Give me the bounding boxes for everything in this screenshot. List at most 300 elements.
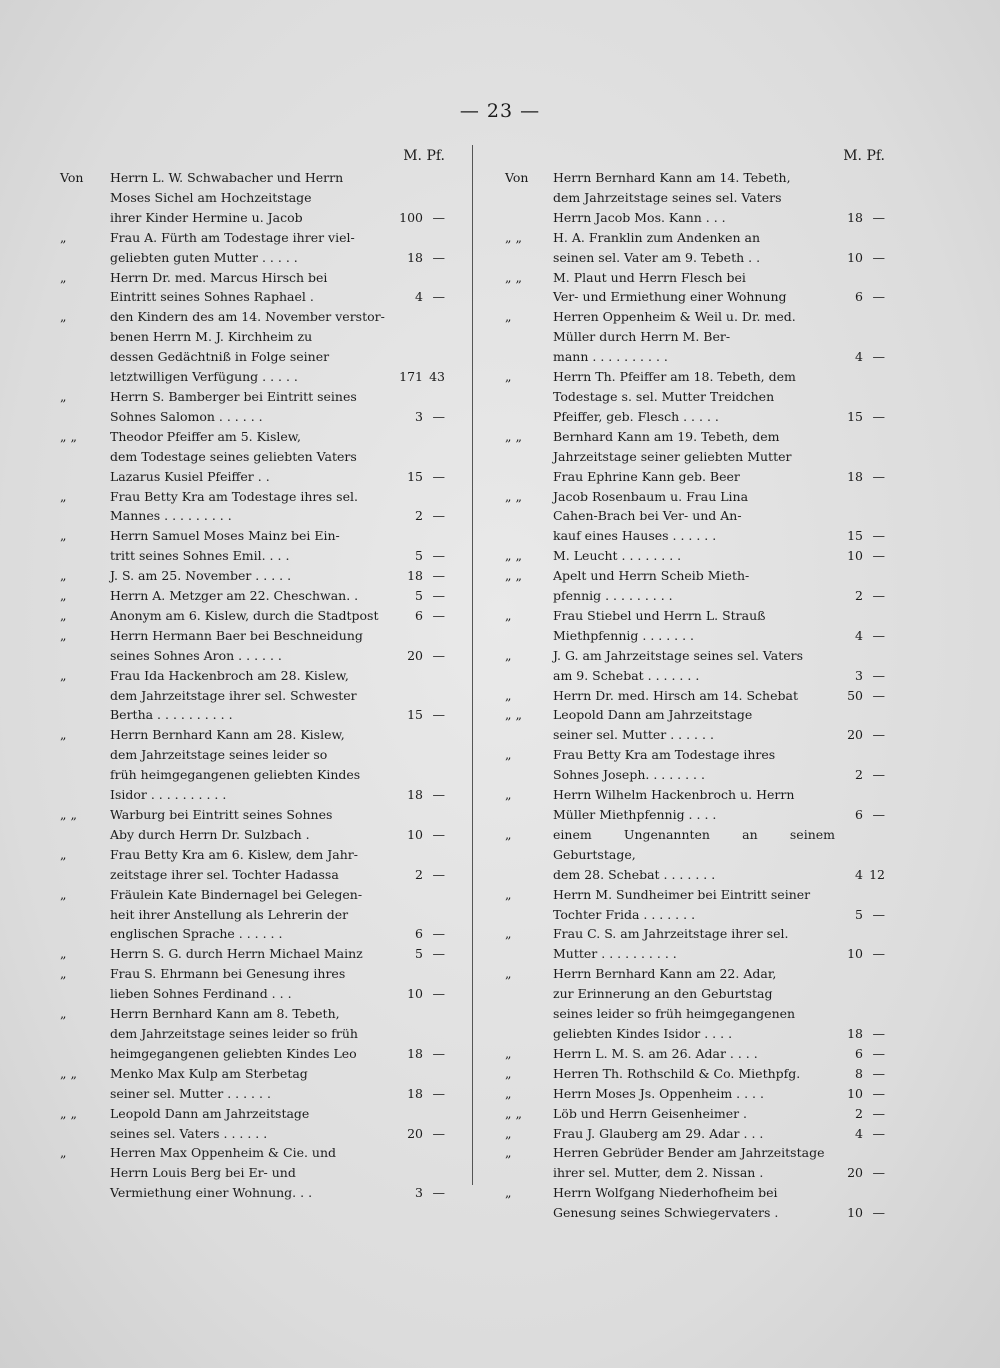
amount-mark: 5: [855, 906, 863, 922]
line-text: Herrn Bernhard Kann am 14. Tebeth,: [553, 170, 791, 185]
amount-pfennig: 43: [429, 369, 445, 385]
line-text: Herren Gebrüder Bender am Jahrzeitstage: [553, 1145, 825, 1161]
donation-line: [60, 387, 445, 407]
line-prefix: „ „: [505, 568, 522, 584]
donation-line: [60, 546, 445, 566]
donation-line: [505, 1004, 885, 1024]
line-text: pfennig . . . . . . . . .: [553, 588, 673, 604]
line-text: Mannes . . . . . . . . .: [110, 508, 232, 524]
line-text: Leopold Dann am Jahrzeitstage: [553, 707, 753, 723]
line-text: dem Jahrzeitstage seines sel. Vaters: [553, 189, 782, 205]
amount-mark: 100: [399, 209, 423, 225]
amount-pfennig: —: [432, 588, 445, 604]
donation-line: [505, 526, 885, 546]
line-prefix: „: [60, 846, 67, 862]
line-text: Sohnes Salomon . . . . . .: [110, 408, 263, 424]
donation-line: [60, 586, 445, 606]
amount-pfennig: —: [432, 866, 445, 882]
amount-pfennig: —: [432, 826, 445, 842]
line-prefix: „: [60, 1145, 67, 1161]
line-text: letztwilligen Verfügung . . . . .: [110, 369, 298, 385]
amount-mark: 18: [847, 468, 863, 484]
donation-line: [60, 905, 445, 925]
left-entries: [60, 168, 445, 1203]
column-divider: [472, 145, 473, 1185]
line-text: Frau Stiebel und Herrn L. Strauß: [553, 607, 766, 623]
line-text: Herrn Jacob Mos. Kann . . .: [553, 209, 726, 225]
donation-line: [505, 287, 885, 307]
amount-mark: 18: [407, 1085, 423, 1101]
line-prefix: „ „: [60, 1065, 77, 1081]
amount-pfennig: —: [872, 727, 885, 743]
left-column-header: [60, 148, 445, 168]
line-text: Vermiethung einer Wohnung. . .: [110, 1185, 313, 1201]
line-prefix: „ „: [505, 269, 522, 285]
line-prefix: „: [60, 886, 67, 902]
line-text: Tochter Frida . . . . . . .: [553, 906, 696, 922]
amount-pfennig: —: [872, 249, 885, 265]
line-text: Genesung seines Schwiegervaters .: [553, 1205, 779, 1221]
line-text: Müller durch Herrn M. Ber-: [553, 329, 731, 345]
donation-line: [60, 1183, 445, 1203]
amount-pfennig: —: [872, 1025, 885, 1041]
amount-mark: 3: [415, 1185, 423, 1201]
amount-pfennig: —: [872, 946, 885, 962]
amount-mark: 15: [847, 408, 863, 424]
donation-line: [60, 566, 445, 586]
amount-mark: 15: [407, 707, 423, 723]
line-text: Frau C. S. am Jahrzeitstage ihrer sel.: [553, 926, 789, 942]
line-text: Bertha . . . . . . . . . .: [110, 707, 233, 723]
line-text: Frau J. Glauberg am 29. Adar . . .: [553, 1125, 764, 1141]
amount-mark: 2: [855, 767, 863, 783]
line-text: Herren Oppenheim & Weil u. Dr. med.: [553, 309, 796, 325]
line-text: einem Ungenannten an seinem Geburtstage,: [553, 826, 835, 862]
amount-pfennig: —: [872, 289, 885, 305]
line-text: zeitstage ihrer sel. Tochter Hadassa: [110, 866, 339, 882]
line-text: Lazarus Kusiel Pfeiffer . .: [110, 468, 270, 484]
donation-line: [60, 1143, 445, 1163]
line-text: ihrer Kinder Hermine u. Jacob: [110, 209, 303, 225]
donation-line: [60, 248, 445, 268]
line-prefix: „: [505, 886, 512, 902]
line-text: Herren Th. Rothschild & Co. Miethpfg.: [553, 1065, 801, 1081]
donation-line: [505, 1203, 885, 1223]
amount-mark: 10: [407, 986, 423, 1002]
line-text: Apelt und Herrn Scheib Mieth-: [553, 568, 750, 584]
amount-pfennig: —: [432, 707, 445, 723]
donation-line: [505, 1104, 885, 1124]
line-text: Herrn L. W. Schwabacher und Herrn: [110, 170, 344, 185]
amount-mark: 15: [407, 468, 423, 484]
line-text: seiner sel. Mutter . . . . . .: [110, 1085, 271, 1101]
donation-line: [60, 885, 445, 905]
amount-mark: 6: [415, 607, 423, 623]
donation-line: [60, 367, 445, 387]
line-prefix: Von: [60, 170, 84, 185]
line-prefix: „ „: [505, 428, 522, 444]
line-text: Herrn Wilhelm Hackenbroch u. Herrn: [553, 787, 795, 803]
line-prefix: „: [60, 588, 67, 604]
amount-pfennig: —: [432, 607, 445, 623]
line-text: dem Jahrzeitstage seines leider so: [110, 747, 328, 763]
amount-mark: 18: [407, 787, 423, 803]
amount-mark: 4: [415, 289, 423, 305]
donation-line: [60, 1024, 445, 1044]
donation-line: [505, 705, 885, 725]
amount-mark: 18: [847, 1025, 863, 1041]
line-prefix: „: [60, 966, 67, 982]
left-column: [60, 148, 445, 1203]
line-text: Herrn Bernhard Kann am 8. Tebeth,: [110, 1006, 340, 1022]
donation-line: [505, 188, 885, 208]
amount-pfennig: —: [432, 946, 445, 962]
amount-mark: 18: [847, 209, 863, 225]
amount-pfennig: —: [432, 1085, 445, 1101]
amount-mark: 5: [415, 548, 423, 564]
donation-line: [505, 825, 885, 865]
amount-pfennig: —: [872, 468, 885, 484]
line-prefix: „: [60, 667, 67, 683]
line-text: den Kindern des am 14. November verstor-: [110, 309, 385, 325]
donation-line: [60, 347, 445, 367]
right-column-header: [505, 148, 885, 168]
amount-pfennig: —: [432, 1125, 445, 1141]
donation-line: [505, 1124, 885, 1144]
line-text: seinen sel. Vater am 9. Tebeth . .: [553, 249, 761, 265]
donation-line: [60, 268, 445, 288]
amount-pfennig: —: [872, 667, 885, 683]
amount-pfennig: —: [872, 1165, 885, 1181]
donation-line: [505, 327, 885, 347]
amount-pfennig: —: [872, 588, 885, 604]
line-prefix: „: [505, 826, 512, 842]
donation-line: [505, 367, 885, 387]
amount-mark: 4: [855, 1125, 863, 1141]
currency-header: M. Pf.: [403, 148, 445, 164]
donation-line: [60, 447, 445, 467]
donation-line: [60, 984, 445, 1004]
line-text: Warburg bei Eintritt seines Sohnes: [110, 807, 333, 822]
line-prefix: „: [60, 488, 67, 504]
donation-line: [505, 626, 885, 646]
amount-mark: 20: [407, 647, 423, 663]
amount-pfennig: —: [432, 249, 445, 265]
amount-mark: 6: [855, 1045, 863, 1061]
donation-line: [60, 725, 445, 745]
line-prefix: „: [505, 787, 512, 803]
donation-line: [60, 785, 445, 805]
amount-pfennig: —: [432, 647, 445, 663]
line-text: dem Jahrzeitstage seines leider so früh: [110, 1025, 358, 1041]
line-text: Mutter . . . . . . . . . .: [553, 946, 677, 962]
donation-line: [60, 606, 445, 626]
line-text: J. G. am Jahrzeitstage seines sel. Vaters: [553, 647, 804, 663]
line-text: Frau S. Ehrmann bei Genesung ihres: [110, 966, 346, 982]
donation-line: [505, 387, 885, 407]
donation-line: [60, 307, 445, 327]
amount-mark: 6: [855, 807, 863, 822]
amount-mark: 4: [855, 627, 863, 643]
line-text: Ver- und Ermiethung einer Wohnung: [553, 289, 787, 305]
amount-mark: 10: [847, 946, 863, 962]
line-text: Löb und Herrn Geisenheimer .: [553, 1105, 748, 1121]
donation-line: [505, 805, 885, 825]
donation-line: [505, 487, 885, 507]
amount-pfennig: —: [872, 548, 885, 564]
line-text: seines Sohnes Aron . . . . . .: [110, 647, 282, 663]
donation-line: [60, 845, 445, 865]
line-prefix: „: [505, 1125, 512, 1141]
amount-pfennig: —: [872, 528, 885, 544]
donation-line: [505, 964, 885, 984]
line-prefix: „: [60, 528, 67, 544]
currency-header: M. Pf.: [843, 148, 885, 164]
amount-pfennig: —: [432, 468, 445, 484]
line-prefix: „: [60, 607, 67, 623]
amount-mark: 18: [407, 1045, 423, 1061]
donation-line: [60, 526, 445, 546]
line-prefix: „ „: [505, 488, 522, 504]
donation-line: [60, 1163, 445, 1183]
line-text: Herrn S. Bamberger bei Eintritt seines: [110, 388, 357, 404]
line-text: dem 28. Schebat . . . . . . .: [553, 866, 716, 882]
amount-pfennig: —: [872, 1105, 885, 1121]
line-text: Jahrzeitstage seiner geliebten Mutter: [553, 448, 792, 464]
donation-line: [60, 686, 445, 706]
donation-line: [505, 984, 885, 1004]
amount-mark: 10: [407, 826, 423, 842]
donation-line: [60, 467, 445, 487]
line-text: seines sel. Vaters . . . . . .: [110, 1125, 268, 1141]
line-prefix: „: [60, 727, 67, 743]
amount-mark: 20: [407, 1125, 423, 1141]
amount-mark: 3: [855, 667, 863, 683]
line-prefix: „: [60, 946, 67, 962]
line-text: Herrn L. M. S. am 26. Adar . . . .: [553, 1045, 758, 1061]
amount-pfennig: —: [872, 209, 885, 225]
amount-pfennig: —: [432, 289, 445, 305]
line-text: lieben Sohnes Ferdinand . . .: [110, 986, 292, 1002]
amount-pfennig: —: [432, 1185, 445, 1201]
donation-line: [505, 666, 885, 686]
line-prefix: „: [505, 369, 512, 385]
line-prefix: „: [60, 309, 67, 325]
donation-line: [505, 1183, 885, 1203]
donation-line: [60, 944, 445, 964]
donation-line: [60, 407, 445, 427]
line-prefix: „: [505, 1185, 512, 1201]
line-text: dem Jahrzeitstage ihrer sel. Schwester: [110, 687, 357, 703]
line-text: Aby durch Herrn Dr. Sulzbach .: [110, 826, 310, 842]
amount-mark: 6: [415, 926, 423, 942]
line-prefix: „: [60, 568, 67, 584]
amount-pfennig: —: [872, 349, 885, 365]
donation-line: [505, 566, 885, 586]
line-text: Miethpfennig . . . . . . .: [553, 627, 695, 643]
donation-line: [60, 506, 445, 526]
donation-line: [60, 1064, 445, 1084]
amount-mark: 10: [847, 249, 863, 265]
line-prefix: „: [505, 607, 512, 623]
donation-line: [60, 964, 445, 984]
donation-line: [505, 1044, 885, 1064]
line-prefix: „ „: [60, 428, 77, 444]
amount-pfennig: —: [432, 408, 445, 424]
amount-pfennig: —: [432, 548, 445, 564]
line-text: Herrn Bernhard Kann am 22. Adar,: [553, 966, 777, 982]
donation-line: [60, 168, 445, 188]
donation-line: [505, 168, 885, 188]
amount-pfennig: —: [432, 787, 445, 803]
donation-line: [505, 427, 885, 447]
donation-line: [60, 188, 445, 208]
amount-pfennig: —: [432, 986, 445, 1002]
line-text: Todestage s. sel. Mutter Treidchen: [553, 388, 775, 404]
donation-line: [60, 1004, 445, 1024]
line-prefix: „ „: [505, 548, 522, 564]
line-text: Herren Max Oppenheim & Cie. und: [110, 1145, 337, 1161]
donation-line: [505, 606, 885, 626]
amount-mark: 20: [847, 727, 863, 743]
line-prefix: „: [60, 269, 67, 285]
line-prefix: „: [505, 747, 512, 763]
line-text: Herrn Wolfgang Niederhofheim bei: [553, 1185, 778, 1201]
line-text: Isidor . . . . . . . . . .: [110, 787, 227, 803]
line-text: Herrn A. Metzger am 22. Cheschwan. .: [110, 588, 359, 604]
line-text: M. Plaut und Herrn Flesch bei: [553, 269, 746, 285]
line-text: ihrer sel. Mutter, dem 2. Nissan .: [553, 1165, 764, 1181]
donation-line: [505, 785, 885, 805]
donation-line: [60, 705, 445, 725]
line-text: Frau Betty Kra am 6. Kislew, dem Jahr-: [110, 846, 358, 862]
amount-pfennig: —: [872, 1085, 885, 1101]
amount-mark: 50: [847, 687, 863, 703]
donation-line: [505, 407, 885, 427]
line-prefix: „ „: [505, 229, 522, 245]
donation-line: [505, 248, 885, 268]
donation-line: [505, 1064, 885, 1084]
amount-mark: 15: [847, 528, 863, 544]
amount-pfennig: —: [432, 568, 445, 584]
donation-line: [505, 268, 885, 288]
donation-line: [505, 228, 885, 248]
line-prefix: „: [60, 229, 67, 245]
line-text: Frau Ida Hackenbroch am 28. Kislew,: [110, 667, 349, 683]
line-text: Cahen-Brach bei Ver- und An-: [553, 508, 742, 524]
line-text: Frau A. Fürth am Todestage ihrer viel-: [110, 229, 355, 245]
amount-pfennig: —: [872, 1205, 885, 1221]
amount-mark: 2: [855, 588, 863, 604]
donation-line: [60, 1104, 445, 1124]
line-prefix: „: [60, 388, 67, 404]
line-prefix: „: [505, 966, 512, 982]
amount-mark: 6: [855, 289, 863, 305]
line-text: Herrn Dr. med. Marcus Hirsch bei: [110, 269, 328, 285]
line-prefix: „: [505, 647, 512, 663]
line-text: heit ihrer Anstellung als Lehrerin der: [110, 906, 349, 922]
amount-mark: 8: [855, 1065, 863, 1081]
line-text: Frau Betty Kra am Todestage ihres sel.: [110, 488, 358, 504]
line-text: zur Erinnerung an den Geburtstag: [553, 986, 773, 1002]
line-text: H. A. Franklin zum Andenken an: [553, 229, 761, 245]
line-text: Frau Ephrine Kann geb. Beer: [553, 468, 740, 484]
donation-line: [505, 725, 885, 745]
amount-mark: 18: [407, 568, 423, 584]
amount-pfennig: —: [872, 807, 885, 822]
amount-mark: 10: [847, 548, 863, 564]
amount-pfennig: —: [872, 1065, 885, 1081]
line-text: tritt seines Sohnes Emil. . . .: [110, 548, 290, 564]
donation-line: [505, 1163, 885, 1183]
amount-pfennig: 12: [869, 866, 885, 882]
amount-mark: 4: [855, 349, 863, 365]
donation-line: [60, 1084, 445, 1104]
donation-line: [60, 666, 445, 686]
amount-mark: 4: [855, 866, 863, 882]
line-text: am 9. Schebat . . . . . . .: [553, 667, 700, 683]
line-prefix: „: [60, 627, 67, 643]
amount-mark: 2: [415, 866, 423, 882]
donation-line: [505, 546, 885, 566]
line-prefix: „: [505, 926, 512, 942]
line-text: Herrn Hermann Baer bei Beschneidung: [110, 627, 363, 643]
line-text: Moses Sichel am Hochzeitstage: [110, 189, 312, 205]
amount-mark: 5: [415, 946, 423, 962]
donation-line: [505, 905, 885, 925]
amount-pfennig: —: [872, 906, 885, 922]
donation-line: [60, 825, 445, 845]
donation-line: [60, 1124, 445, 1144]
donation-line: [60, 765, 445, 785]
line-text: geliebten guten Mutter . . . . .: [110, 249, 298, 265]
donation-line: [60, 646, 445, 666]
amount-mark: 5: [415, 588, 423, 604]
line-text: Theodor Pfeiffer am 5. Kislew,: [110, 428, 301, 444]
line-text: M. Leucht . . . . . . . .: [553, 548, 682, 564]
donation-line: [505, 944, 885, 964]
donation-line: [505, 924, 885, 944]
line-text: Sohnes Joseph. . . . . . . .: [553, 767, 705, 783]
donation-line: [505, 467, 885, 487]
donation-line: [505, 885, 885, 905]
amount-mark: 20: [847, 1165, 863, 1181]
line-text: Bernhard Kann am 19. Tebeth, dem: [553, 428, 780, 444]
line-prefix: Von: [505, 170, 529, 185]
amount-pfennig: —: [872, 627, 885, 643]
donation-line: [60, 208, 445, 228]
line-prefix: „: [60, 1006, 67, 1022]
amount-pfennig: —: [872, 1125, 885, 1141]
line-text: Frau Betty Kra am Todestage ihres: [553, 747, 776, 763]
line-prefix: „ „: [60, 807, 77, 822]
amount-pfennig: —: [432, 1045, 445, 1061]
donation-line: [505, 1024, 885, 1044]
line-text: seines leider so früh heimgegangenen: [553, 1006, 796, 1022]
line-text: Herrn Samuel Moses Mainz bei Ein-: [110, 528, 340, 544]
donation-line: [60, 865, 445, 885]
amount-pfennig: —: [872, 1045, 885, 1061]
line-text: Menko Max Kulp am Sterbetag: [110, 1065, 308, 1081]
amount-mark: 18: [407, 249, 423, 265]
donation-line: [505, 745, 885, 765]
donation-line: [60, 327, 445, 347]
line-text: seiner sel. Mutter . . . . . .: [553, 727, 714, 743]
donation-line: [505, 307, 885, 327]
line-text: Leopold Dann am Jahrzeitstage: [110, 1105, 310, 1121]
line-prefix: „ „: [60, 1105, 77, 1121]
line-text: Herrn Th. Pfeiffer am 18. Tebeth, dem: [553, 369, 796, 385]
